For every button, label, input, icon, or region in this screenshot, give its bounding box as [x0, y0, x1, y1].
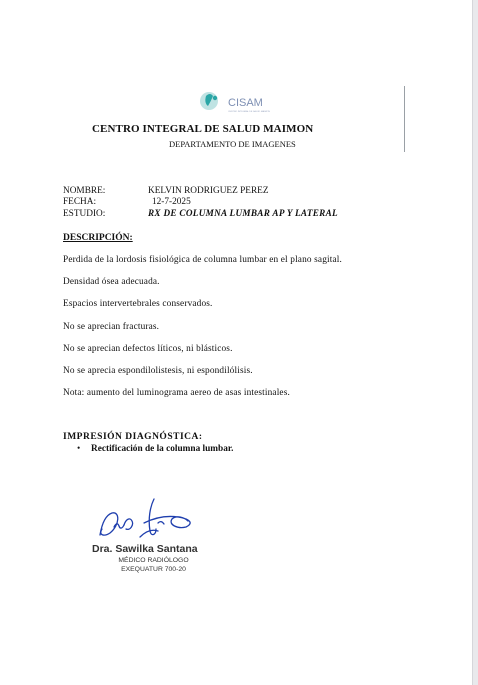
cisam-logo	[197, 88, 277, 118]
logo-tagline: CENTRO INTEGRAL DE SALUD MAIMON	[228, 111, 270, 113]
finding-line: No se aprecian fracturas.	[63, 322, 160, 332]
finding-line: Espacios intervertebrales conservados.	[63, 299, 213, 309]
finding-line: No se aprecia espondilolistesis, ni espondilólisis.	[63, 366, 253, 376]
name-value: KELVIN RODRIGUEZ PEREZ	[148, 186, 269, 196]
impression-item	[77, 444, 233, 454]
date-value: 12-7-2025	[152, 197, 191, 207]
patient-name-row	[63, 187, 269, 196]
description-title: DESCRIPCIÓN:	[63, 233, 133, 243]
study-label: ESTUDIO:	[63, 209, 106, 219]
finding-line: Densidad ósea adecuada.	[63, 277, 160, 287]
date-label: FECHA:	[63, 197, 97, 207]
finding-line: No se aprecian defectos líticos, ni blásticos.	[63, 344, 233, 354]
signer-role: MÉDICO RADIÓLOGO	[118, 557, 189, 564]
date-row	[63, 198, 191, 207]
finding-line: Nota: aumento del luminograma aereo de asas intestinales.	[63, 388, 290, 398]
signer-name: Dra. Sawilka Santana	[92, 543, 198, 555]
header-divider	[404, 86, 405, 152]
page-edge	[472, 0, 478, 685]
study-value: RX DE COLUMNA LUMBAR AP Y LATERAL	[148, 208, 338, 218]
name-label: NOMBRE:	[63, 186, 106, 196]
signer-exequatur: EXEQUATUR 700-20	[121, 566, 186, 573]
signature-image	[94, 493, 202, 545]
department-name: DEPARTAMENTO DE IMAGENES	[169, 139, 296, 149]
bullet-icon: •	[77, 444, 81, 454]
study-row	[63, 209, 338, 219]
logo-text: CISAM	[228, 97, 263, 109]
impression-title: IMPRESIÓN DIAGNÓSTICA:	[63, 432, 203, 442]
finding-line: Perdida de la lordosis fisiológica de columna lumbar en el plano sagital.	[63, 255, 342, 265]
impression-text: Rectificación de la columna lumbar.	[91, 444, 234, 454]
organization-name: CENTRO INTEGRAL DE SALUD MAIMON	[92, 123, 314, 135]
